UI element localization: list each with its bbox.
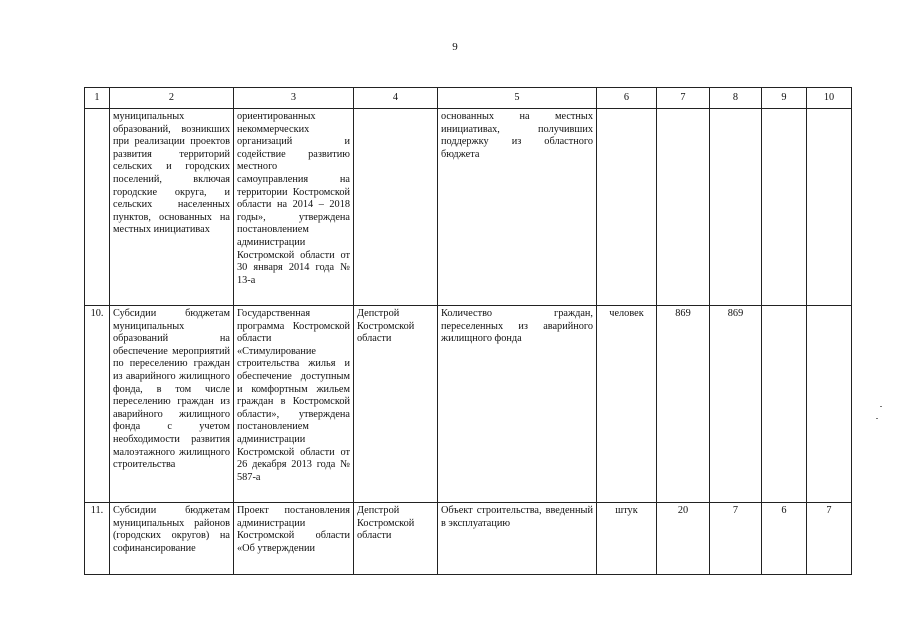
value-cell: 7 (710, 503, 762, 575)
value-cell: 7 (807, 503, 852, 575)
scan-speck (876, 418, 878, 419)
subsidy-name-cell: Субсидии бюджетам муниципальных образований на обеспечение мероприятий по переселению граждан из аварийного жилищного фонда, в том числе переселению граждан из аварийного жилищного фонда с учетом необходимости развития малоэтажного жилищного строительства (110, 306, 234, 503)
row-number-cell: 11. (85, 503, 110, 575)
program-cell: Проект постановления администрации Костромской области «Об утверждении (234, 503, 354, 575)
header-cell: 6 (597, 88, 657, 109)
subsidy-name-cell: Субсидии бюджетам муниципальных районов (городских округов) на софинансирование (110, 503, 234, 575)
unit-cell: человек (597, 306, 657, 503)
value-cell: 869 (657, 306, 710, 503)
header-cell: 4 (354, 88, 438, 109)
executor-cell: Депстрой Костромской области (354, 503, 438, 575)
indicator-cell: Объект строительства, введенный в эксплуатацию (438, 503, 597, 575)
unit-cell (597, 109, 657, 306)
header-cell: 10 (807, 88, 852, 109)
executor-cell: Депстрой Костромской области (354, 306, 438, 503)
header-cell: 3 (234, 88, 354, 109)
row-number-cell: 10. (85, 306, 110, 503)
value-cell: 20 (657, 503, 710, 575)
header-cell: 8 (710, 88, 762, 109)
header-cell: 5 (438, 88, 597, 109)
header-cell: 7 (657, 88, 710, 109)
value-cell (807, 306, 852, 503)
table-row (85, 109, 852, 306)
value-cell (710, 109, 762, 306)
program-cell: Государственная программа Костромской области «Стимулирование строительства жилья и обеспечение доступным и комфортным жильем граждан в Костромской области», утверждена постановлением администрации Костромской области от 26 декабря 2013 года № 587-а (234, 306, 354, 503)
executor-cell (354, 109, 438, 306)
row-number-cell (85, 109, 110, 306)
page-number: 9 (452, 41, 458, 53)
indicator-cell: основанных на местных инициативах, получивших поддержку из областного бюджета (438, 109, 597, 306)
program-cell: ориентированных некоммерческих организаций и содействие развитию местного самоуправления на территории Костромской области на 2014 – 2018 годы», утверждена постановлением администрации Костромской области от 30 января 2014 года № 13-а (234, 109, 354, 306)
table-header-row (85, 88, 852, 109)
table-row (85, 503, 852, 575)
scan-speck (880, 406, 882, 407)
unit-cell: штук (597, 503, 657, 575)
subsidy-name-cell: муниципальных образований, возникших при реализации проектов развития территорий сельских и городских поселений, включая городские округа, и сельских населенных пунктов, основанных на местных инициативах (110, 109, 234, 306)
value-cell: 869 (710, 306, 762, 503)
value-cell: 6 (762, 503, 807, 575)
budget-table (84, 87, 852, 575)
indicator-cell: Количество граждан, переселенных из аварийного жилищного фонда (438, 306, 597, 503)
value-cell (657, 109, 710, 306)
header-cell: 1 (85, 88, 110, 109)
header-cell: 9 (762, 88, 807, 109)
value-cell (762, 109, 807, 306)
value-cell (807, 109, 852, 306)
table-row (85, 306, 852, 503)
value-cell (762, 306, 807, 503)
header-cell: 2 (110, 88, 234, 109)
